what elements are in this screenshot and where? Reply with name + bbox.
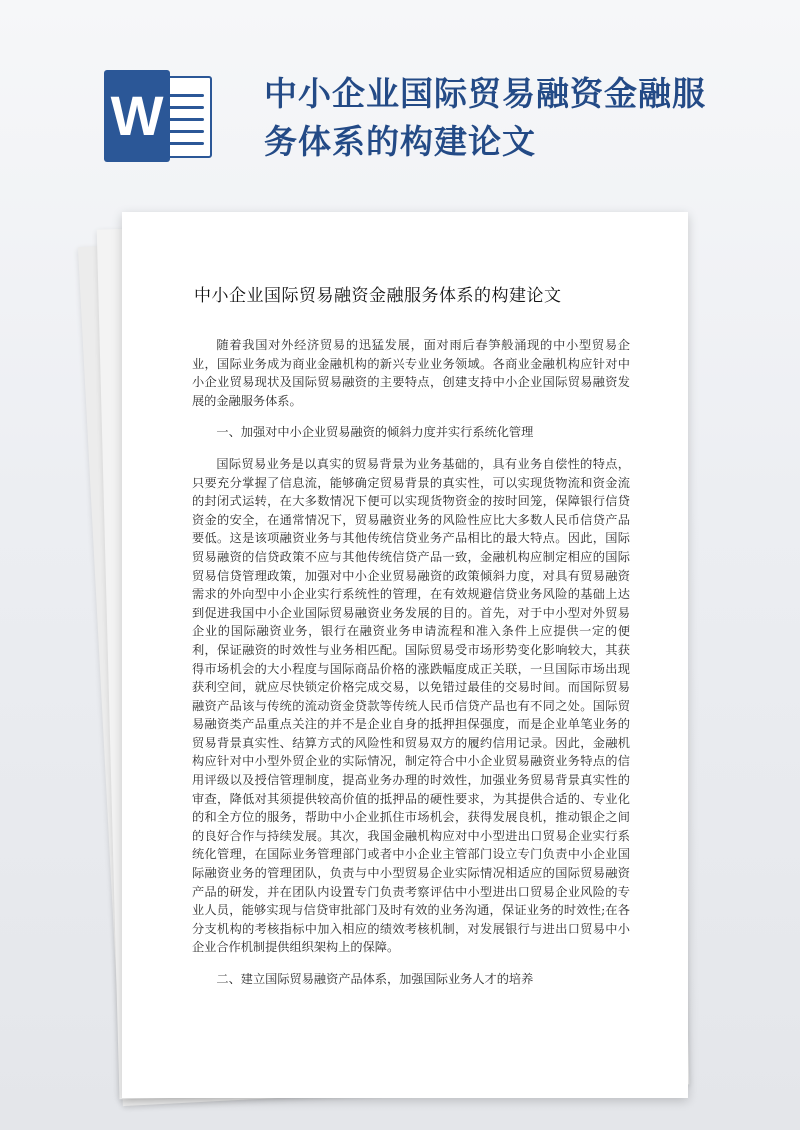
section-1-heading: 一、加强对中小企业贸易融资的倾斜力度并实行系统化管理 [216,425,534,440]
word-letter-badge: W [104,70,170,162]
document-page [122,212,688,1098]
header-banner [0,0,800,200]
section-2-heading: 二、建立国际贸易融资产品体系，加强国际业务人才的培养 [216,972,534,986]
document-title: 中小企业国际贸易融资金融服务体系的构建论文 [194,286,562,306]
banner-title: 中小企业国际贸易融资金融服务体系的构建论文 [264,74,706,161]
intro-paragraph: 随着我国对外经济贸易的迅猛发展，面对雨后春笋般涌现的中小型贸易企业，国际业务成为商业金融机构的新兴专业业务领域。各商业金融机构应针对中小企业贸易现状及国际贸易融资的主要特点，创建支持中小企业国际贸易融资发展的金融服务体系。 [192,338,630,408]
word-document-icon [104,68,212,164]
section-1-body: 国际贸易业务是以真实的贸易背景为业务基础的，具有业务自偿性的特点，只要充分掌握了信息流，能够确定贸易背景的真实性，可以实现货物流和资金流的封闭式运转，在大多数情况下便可以实现货物资金的按时回笼，保障银行信贷资金的安全，在通常情况下，贸易融资业务的风险性应比大多数人民币信贷产品要低。这是该项融资业务与其他传统信贷业务产品相比的最大特点。因此，国际贸易融资的信贷政策不应与其他传统信贷产品一致，金融机构应制定相应的国际贸易信贷管理政策，加强对中小企业贸易融资的政策倾斜力度，对具有贸易融资需求的外向型中小企业实行系统性的管理，在有效规避信贷业务风险的基础上达到促进我国中小企业国际贸易融资业务发展的目的。首先，对于中小型对外贸易企业的国际融资业务，银行在融资业务申请流程和准入条件上应提供一定的便利，保证融资的时效性与业务相匹配。国际贸易受市场形势变化影响较大，其获得市场机会的大小程度与国际商品价格的涨跌幅度成正关联，一旦国际市场出现获利空间，就应尽快锁定价格完成交易，以免错过最佳的交易时间。而国际贸易融资产品该与传统的流动资金贷款等传统人民币信贷产品也有不同之处。国际贸易融资类产品重点关注的并不是企业自身的抵押担保强度，而是企业单笔业务的贸易背景真实性、结算方式的风险性和贸易双方的履约信用记录。因此，金融机构应针对中小型外贸企业的实际情况，制定符合中小企业贸易融资业务特点的信用评级以及授信管理制度，提高业务办理的时效性，加强业务贸易背景真实性的审查，降低对其须提供较高价值的抵押品的硬性要求，为其提供合适的、专业化的和全方位的服务，帮助中小企业抓住市场机会，获得发展良机，推动银企之间的良好合作与持续发展。其次，我国金融机构应对中小型进出口贸易企业实行系统化管理，在国际业务管理部门或者中小企业主管部门设立专门负责中小企业国际融资业务的管理团队，负责与中小型贸易企业实际情况相适应的国际贸易融资产品的研发，并在团队内设置专门负责考察评估中小型进出口贸易企业风险的专业人员，能够实现与信贷审批部门及时有效的业务沟通，保证业务的时效性;在各分支机构的考核指标中加入相应的绩效考核机制，对发展银行与进出口贸易中小企业合作机制提供组织架构上的保障。 [192,456,630,955]
